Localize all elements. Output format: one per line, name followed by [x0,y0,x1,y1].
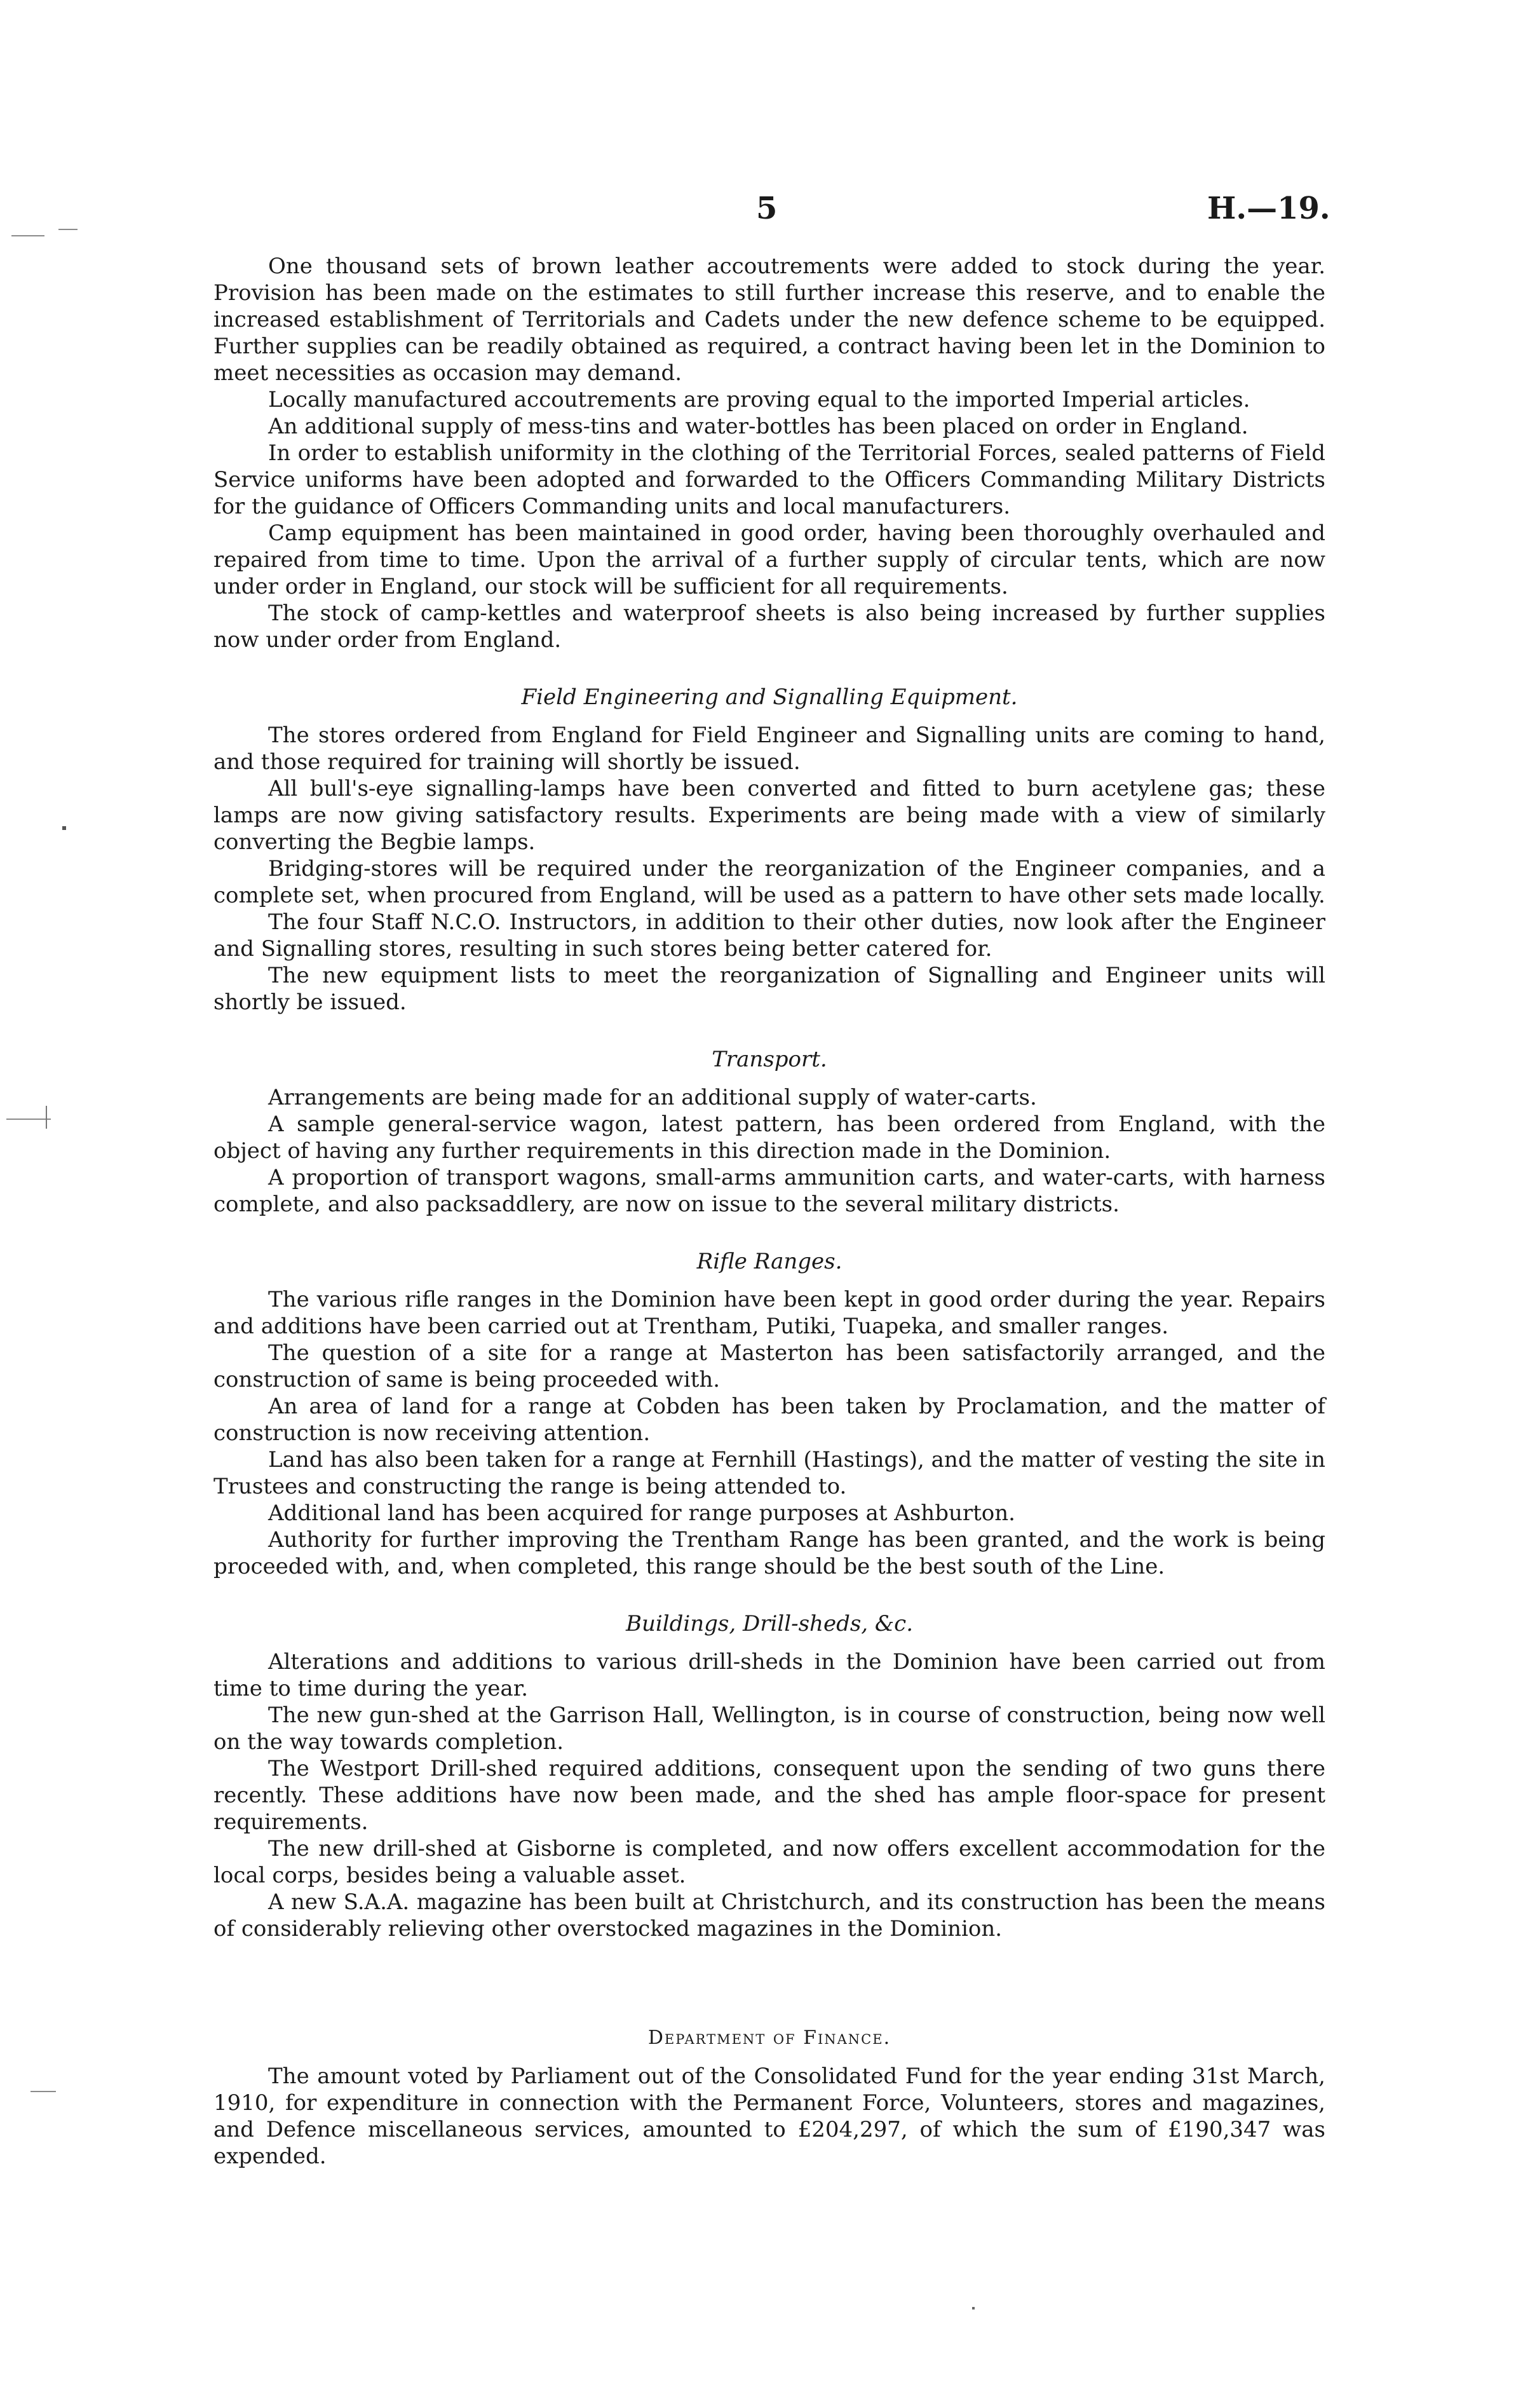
paragraph: Additional land has been acquired for range purposes at Ashburton. [268,1500,1015,1526]
paragraph: A new S.A.A. magazine has been built at Christchurch, and its construction has been the means of considerably relieving other overstocked magazines in the Dominion. [213,1889,1325,1942]
finance-section [213,2025,1325,2170]
paragraph: Land has also been taken for a range at Fernhill (Hastings), and the matter of vesting the site in Trustees and constructing the range is being attended to. [213,1447,1325,1499]
section-heading: Rifle Ranges. [696,1249,843,1274]
paragraph: A sample general-service wagon, latest pattern, has been ordered from England, with the object of having any further requirements in this direction made in the Dominion. [213,1112,1325,1164]
paragraph: The Westport Drill-shed required additions, consequent upon the sending of two guns there recently. These additions have now been made, and the shed has ample floor-space for present requirements. [213,1756,1325,1835]
paragraph: The new gun-shed at the Garrison Hall, Wellington, is in course of construction, being now well on the way towards completion. [213,1703,1325,1755]
paragraph: The amount voted by Parliament out of the Consolidated Fund for the year ending 31st March, 1910, for expenditure in connection with the Permanent Force, Volunteers, stores and magazines, and Defence miscellaneous services, amounted to £204,297, of which the sum of £190,347 was expended. [213,2064,1325,2169]
document-code: H.—19. [1207,191,1330,226]
field-engineering-section [213,684,1325,1016]
paragraph: An additional supply of mess-tins and water-bottles has been placed on order in England. [268,414,1249,439]
paragraph: The new drill-shed at Gisborne is completed, and now offers excellent accommodation for the local corps, besides being a valuable asset. [213,1836,1325,1888]
margin-mark [972,2307,975,2309]
paragraph: The stores ordered from England for Field Engineer and Signalling units are coming to hand, and those required for training will shortly be issued. [213,723,1325,775]
paragraph: A proportion of transport wagons, small-arms ammunition carts, and water-carts, with harness complete, and also packsaddlery, are now on issue to the several military districts. [213,1165,1325,1217]
margin-mark [58,229,78,230]
margin-mark [6,1119,51,1120]
margin-mark [46,1106,47,1129]
margin-mark [11,235,44,236]
margin-mark [62,826,66,830]
intro-section [213,253,1325,653]
paragraph: The four Staff N.C.O. Instructors, in addition to their other duties, now look after the Engineer and Signalling stores, resulting in such stores being better catered for. [213,909,1325,962]
document-body [213,253,1325,2170]
paragraph: Arrangements are being made for an additional supply of water-carts. [268,1085,1037,1110]
section-heading: Field Engineering and Signalling Equipment. [521,684,1018,710]
paragraph: Bridging-stores will be required under the reorganization of the Engineer companies, and a complete set, when procured from England, will be used as a pattern to have other sets made locally. [213,856,1325,908]
section-heading: Transport. [712,1047,827,1072]
page-number: 5 [756,191,778,226]
paragraph: Authority for further improving the Trentham Range has been granted, and the work is being proceeded with, and, when completed, this range should be the best south of the Line. [213,1527,1325,1579]
section-heading: Buildings, Drill-sheds, &c. [625,1611,914,1636]
paragraph: The various rifle ranges in the Dominion have been kept in good order during the year. Repairs and additions have been carried out at Trentham, Putiki, Tuapeka, and smaller ranges. [213,1287,1325,1339]
paragraph: An area of land for a range at Cobden has been taken by Proclamation, and the matter of construction is now receiving attention. [213,1394,1325,1446]
paragraph: The new equipment lists to meet the reorganization of Signalling and Engineer units will shortly be issued. [213,963,1325,1015]
transport-section [213,1046,1325,1218]
paragraph: Camp equipment has been maintained in good order, having been thoroughly overhauled and repaired from time to time. Upon the arrival of a further supply of circular tents, which are now under order in England, our stock will be sufficient for all requirements. [213,520,1325,599]
paragraph: Alterations and additions to various drill-sheds in the Dominion have been carried out from time to time during the year. [213,1649,1325,1701]
rifle-ranges-section [213,1248,1325,1580]
paragraph: The question of a site for a range at Masterton has been satisfactorily arranged, and the construction of same is being proceeded with. [213,1340,1325,1392]
department-heading: Department of Finance. [647,2027,891,2049]
paragraph: All bull's-eye signalling-lamps have been converted and fitted to burn acetylene gas; these lamps are now giving satisfactory results. Experiments are being made with a view of similarly converting the Begbie lamps. [213,776,1325,855]
buildings-section [213,1610,1325,1942]
page-header [0,191,1516,241]
margin-mark [30,2091,56,2092]
paragraph: One thousand sets of brown leather accoutrements were added to stock during the year. Provision has been made on the estimates to still further increase this reserve, and to enable the increased establishment of Territorials and Cadets under the new defence scheme to be equipped. Further supplies can be readily obtained as required, a contract having been let in the Dominion to meet necessities as occasion may demand. [213,254,1325,386]
paragraph: The stock of camp-kettles and waterproof sheets is also being increased by further supplies now under order from England. [213,601,1325,653]
paragraph: In order to establish uniformity in the clothing of the Territorial Forces, sealed patterns of Field Service uniforms have been adopted and forwarded to the Officers Commanding Military Districts for the guidance of Officers Commanding units and local manufacturers. [213,440,1325,519]
paragraph: Locally manufactured accoutrements are proving equal to the imported Imperial articles. [268,387,1250,412]
